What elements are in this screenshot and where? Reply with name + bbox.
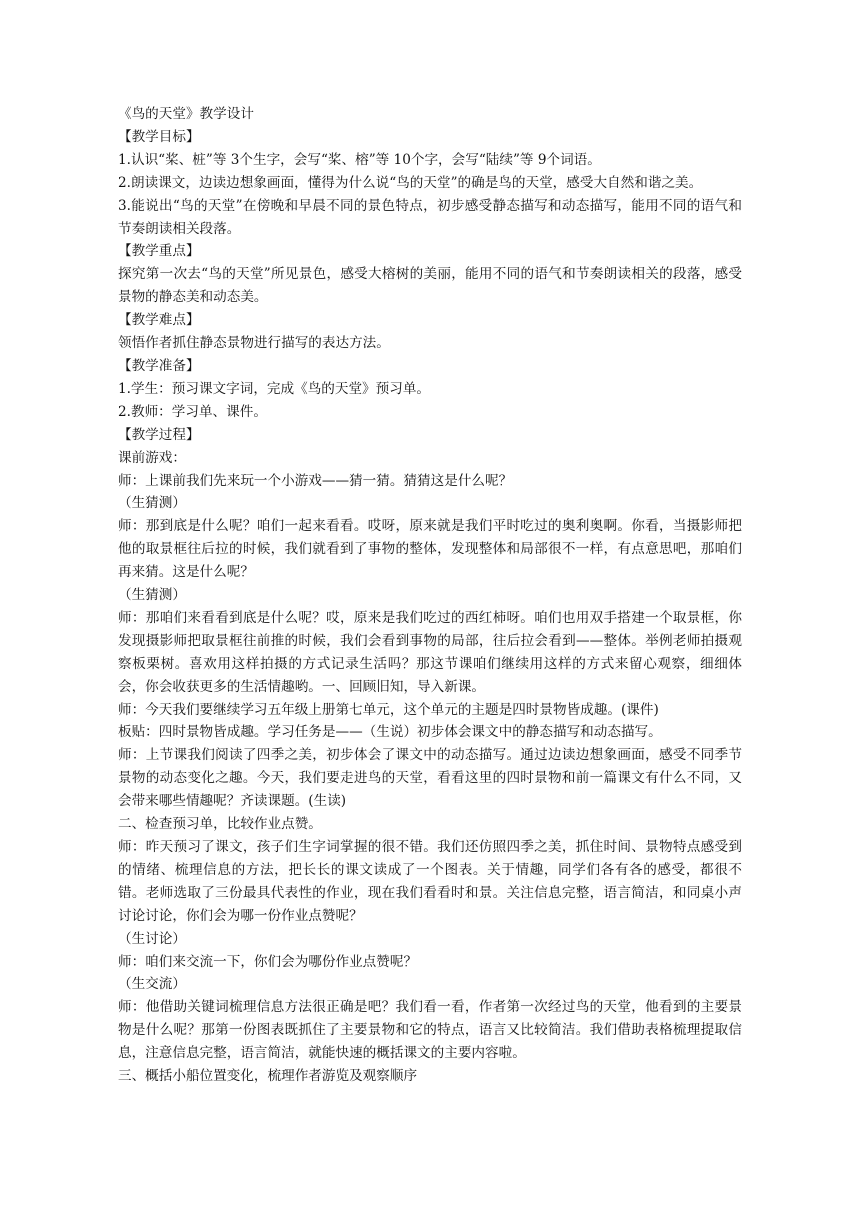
paragraph: 1.学生：预习课文字词，完成《鸟的天堂》预习单。 <box>118 380 431 397</box>
section-heading-objectives: 【教学目标】 <box>118 128 200 145</box>
section-heading-preparation: 【教学准备】 <box>118 357 200 374</box>
paragraph: （生交流） <box>118 976 186 993</box>
section-heading-key-points: 【教学重点】 <box>118 243 200 260</box>
paragraph: 3.能说出“鸟的天堂”在傍晚和早晨不同的景色特点，初步感受静态描写和动态描写，能用不同的语气和节奏朗读相关段落。 <box>118 197 742 237</box>
paragraph: 2.教师：学习单、课件。 <box>118 403 267 420</box>
paragraph: 师：那到底是什么呢？咱们一起来看看。哎呀，原来就是我们平时吃过的奥利奥啊。你看，当摄影师把他的取景框往后拉的时候，我们就看到了事物的整体，发现整体和局部很不一样，有点意思吧，那咱们再来猜。这是什么呢？ <box>118 518 742 581</box>
paragraph: 1.认识“桨、桩”等 3个生字，会写“桨、榕”等 10个字，会写“陆续”等 9个词语。 <box>118 151 601 168</box>
paragraph: （生猜测） <box>118 495 186 512</box>
section-heading-difficulties: 【教学难点】 <box>118 312 200 329</box>
paragraph: 师：上课前我们先来玩一个小游戏——猜一猜。猜猜这是什么呢？ <box>118 472 513 489</box>
paragraph: 2.朗读课文，边读边想象画面，懂得为什么说“鸟的天堂”的确是鸟的天堂，感受大自然和谐之美。 <box>118 174 703 191</box>
paragraph: 探究第一次去“鸟的天堂”所见景色，感受大榕树的美丽，能用不同的语气和节奏朗读相关的段落，感受景物的静态美和动态美。 <box>118 266 742 306</box>
paragraph: （生猜测） <box>118 587 186 604</box>
document-title: 《鸟的天堂》教学设计 <box>118 106 254 122</box>
section-heading-process: 【教学过程】 <box>118 426 200 443</box>
paragraph: 二、检查预习单，比较作业点赞。 <box>118 816 322 833</box>
paragraph: 师：上节课我们阅读了四季之美，初步体会了课文中的动态描写。通过边读边想象画面，感受不同季节景物的动态变化之趣。今天，我们要走进鸟的天堂，看看这里的四时景物和前一篇课文有什么不同，又会带来哪些情趣呢？齐读课题。(生读) <box>118 747 742 810</box>
paragraph: 师：他借助关键词梳理信息方法很正确是吧？我们看一看，作者第一次经过鸟的天堂，他看到的主要景物是什么呢？那第一份图表既抓住了主要景物和它的特点，语言又比较简洁。我们借助表格梳理提取信息，注意信息完整，语言简洁，就能快速的概括课文的主要内容啦。 <box>118 999 742 1062</box>
paragraph: 领悟作者抓住静态景物进行描写的表达方法。 <box>118 335 390 352</box>
document-page <box>118 103 742 1088</box>
paragraph: 师：昨天预习了课文，孩子们生字词掌握的很不错。我们还仿照四季之美，抓住时间、景物特点感受到的情绪、梳理信息的方法，把长长的课文读成了一个图表。关于情趣，同学们各有各的感受，都很不错。老师选取了三份最具代表性的作业，现在我们看看时和景。关注信息完整，语言简洁，和同桌小声讨论讨论，你们会为哪一份作业点赞呢？ <box>118 839 742 924</box>
paragraph: 师：咱们来交流一下，你们会为哪份作业点赞呢？ <box>118 953 418 970</box>
paragraph: 师：今天我们要继续学习五年级上册第七单元，这个单元的主题是四时景物皆成趣。(课件) <box>118 701 659 718</box>
paragraph: 板贴：四时景物皆成趣。学习任务是——（生说）初步体会课文中的静态描写和动态描写。 <box>118 724 662 741</box>
paragraph: （生讨论） <box>118 930 186 947</box>
paragraph: 课前游戏： <box>118 449 186 466</box>
paragraph: 师：那咱们来看看到底是什么呢？哎，原来是我们吃过的西红柿呀。咱们也用双手搭建一个取景框，你发现摄影师把取景框往前推的时候，我们会看到事物的局部，往后拉会看到——整体。举例老师拍摄观察板栗树。喜欢用这样拍摄的方式记录生活吗？那这节课咱们继续用这样的方式来留心观察，细细体会，你会收获更多的生活情趣哟。一、回顾旧知，导入新课。 <box>118 609 742 695</box>
paragraph: 三、概括小船位置变化，梳理作者游览及观察顺序 <box>118 1068 418 1085</box>
